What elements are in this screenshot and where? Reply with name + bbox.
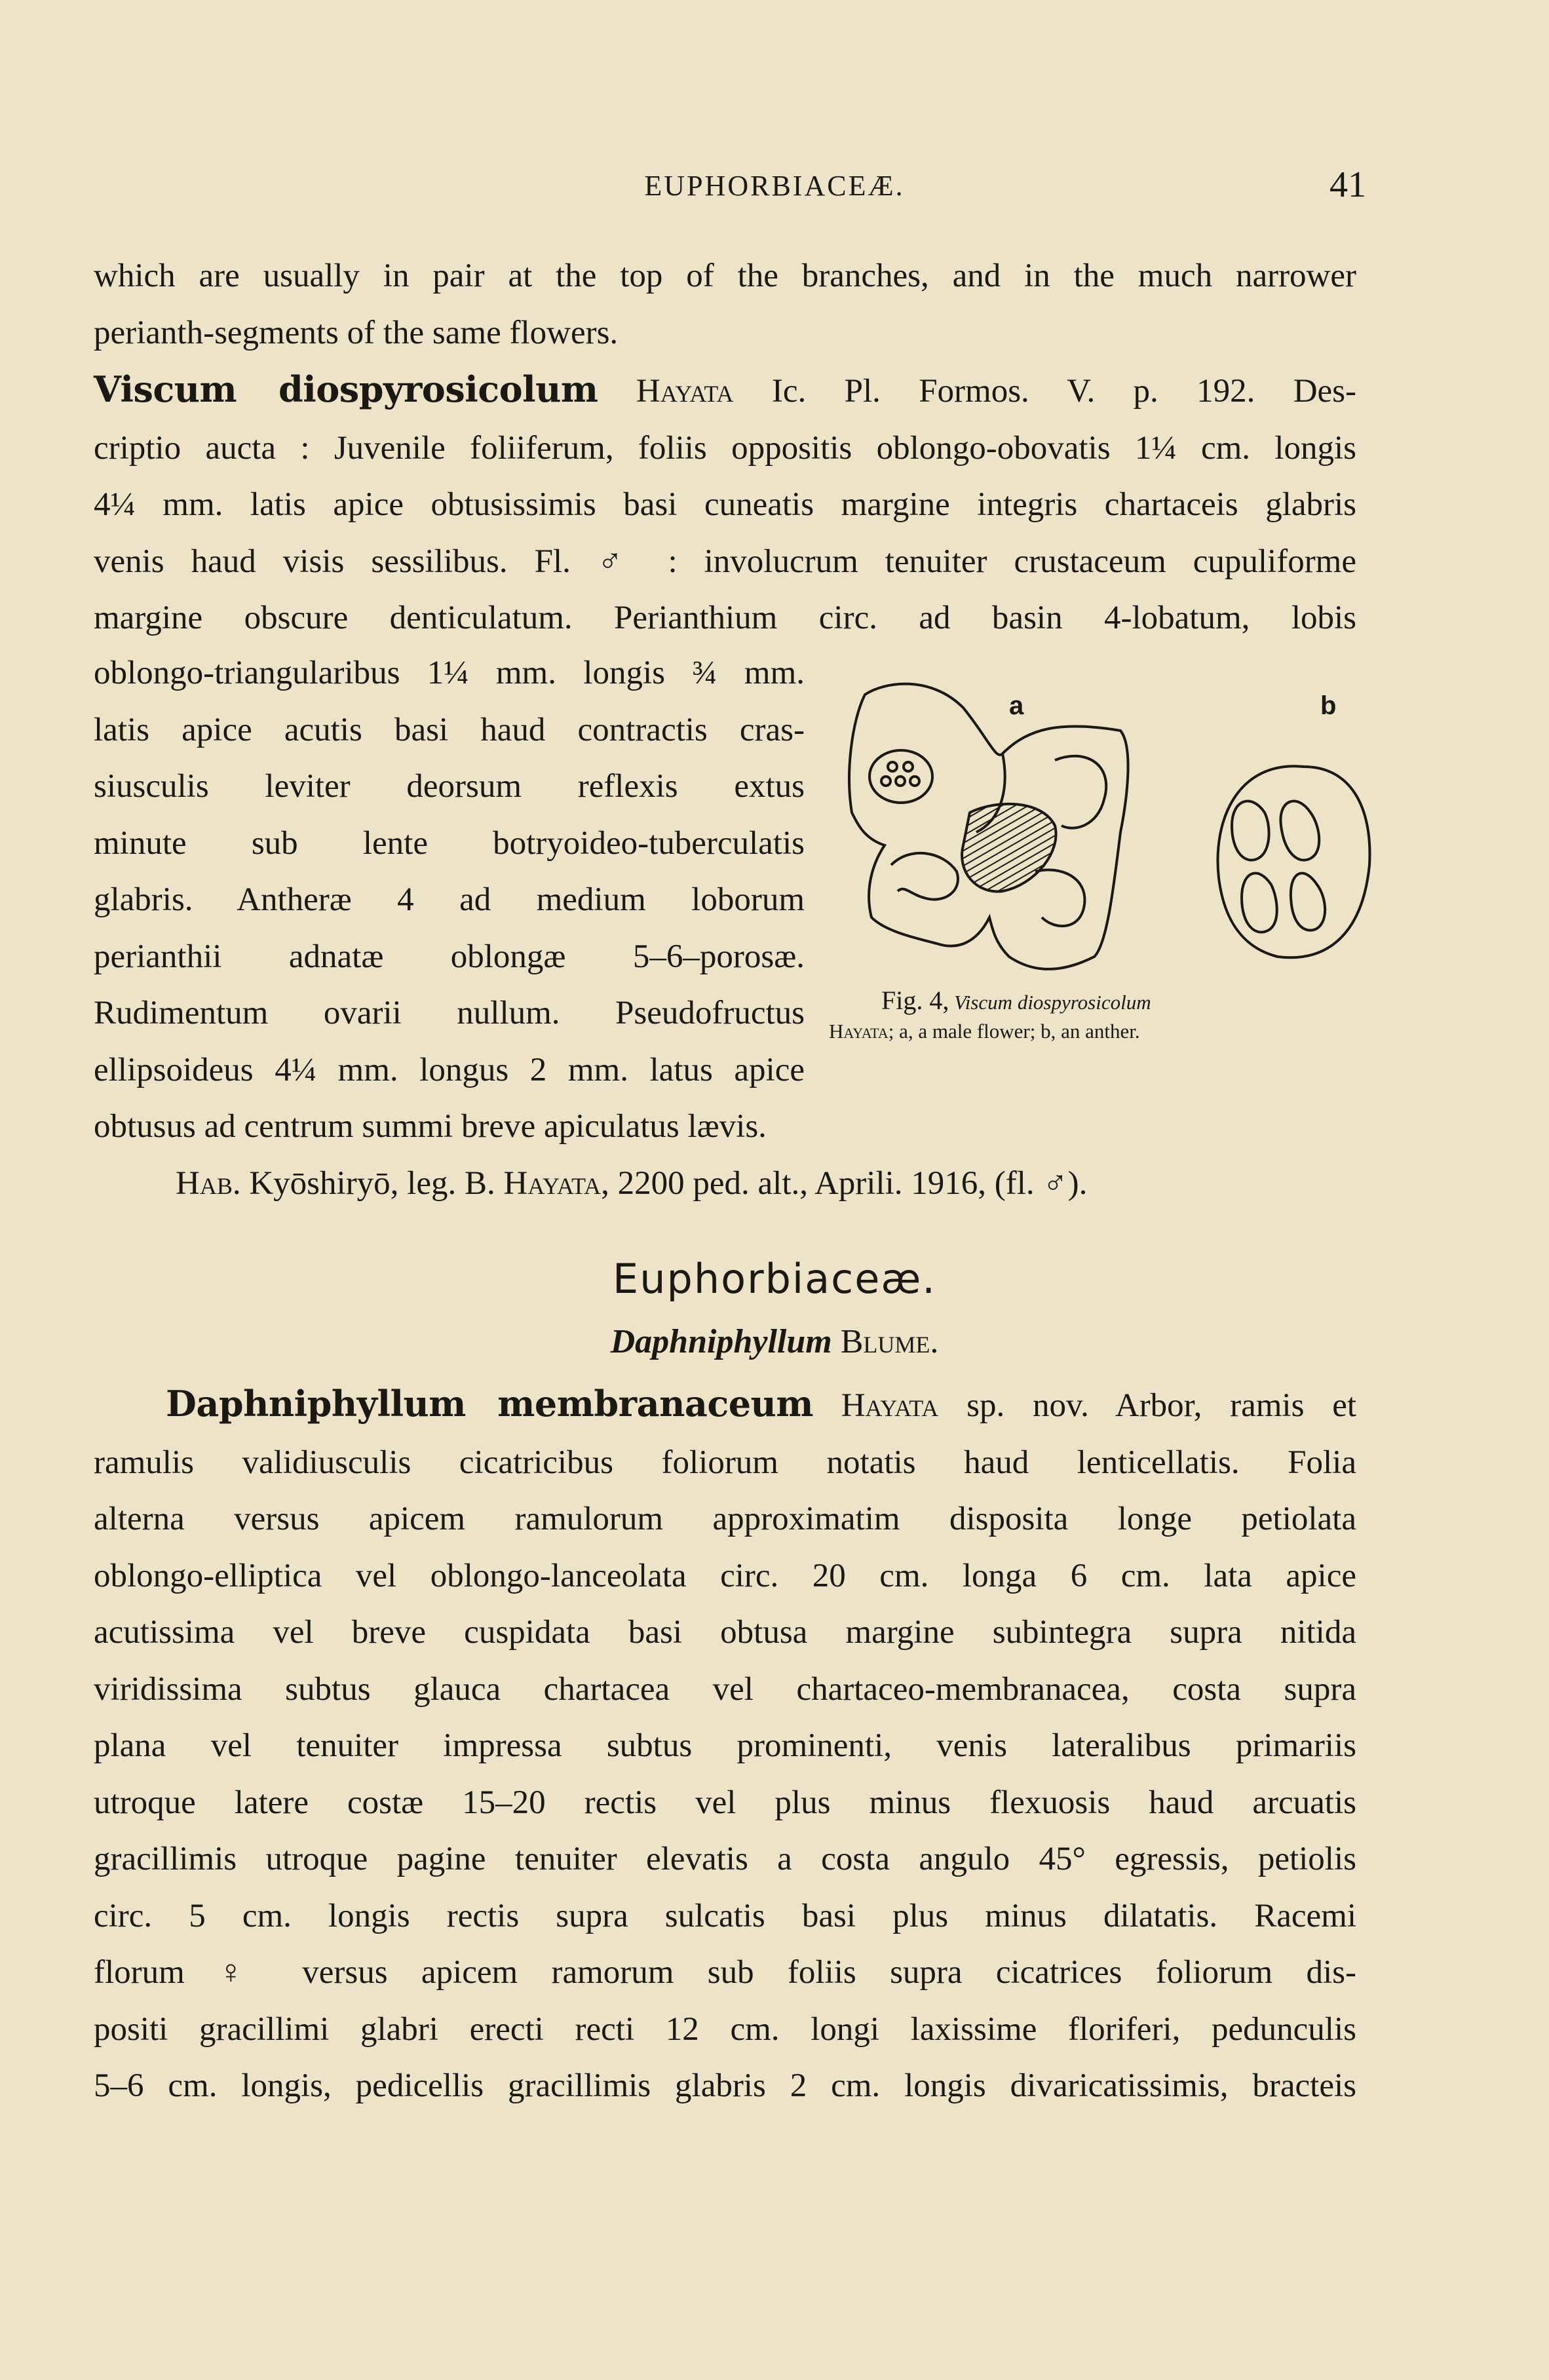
daphniphyllum-paragraph xyxy=(94,1375,1356,2115)
text-line: criptio aucta : Juvenile foliiferum, foliis oppositis oblongo-obovatis 1¼ cm. longis xyxy=(94,429,1356,467)
text-line: gracillimis utroque pagine tenuiter elevatis a costa angulo 45° egressis, petiolis xyxy=(94,1841,1356,1877)
text-line xyxy=(94,361,1356,420)
text-line: Rudimentum ovarii nullum. Pseudofructus xyxy=(94,995,805,1031)
text-line: florum ♀ versus apicem ramorum sub foliis supra cicatrices foliorum dis- xyxy=(94,1954,1356,1991)
text-line: oblongo-elliptica vel oblongo-lanceolata circ. 20 cm. longa 6 cm. lata apice xyxy=(94,1557,1356,1594)
caption-rest: ; a, a male flower; b, an anther. xyxy=(888,1020,1140,1043)
species-name: Daphniphyllum membranaceum xyxy=(166,1383,813,1425)
text-line: siusculis leviter deorsum reflexis extus xyxy=(94,768,805,805)
text-line: obtusus ad centrum summi breve apiculatus lævis. xyxy=(94,1108,767,1145)
text-line: plana vel tenuiter impressa subtus prominenti, venis lateralibus primariis xyxy=(94,1727,1356,1764)
text-line: alterna versus apicem ramulorum approximatim disposita longe petiolata xyxy=(94,1501,1356,1537)
text-line: circ. 5 cm. longis rectis supra sulcatis basi plus minus dilatatis. Racemi xyxy=(94,1897,1356,1934)
text-line: positi gracillimi glabri erecti recti 12 cm. longi laxissime floriferi, pedunculis xyxy=(94,2010,1356,2048)
running-title: EUPHORBIACEÆ. xyxy=(644,170,905,202)
text-line: acutissima vel breve cuspidata basi obtusa margine subintegra supra nitida xyxy=(94,1614,1356,1651)
family-heading: Euphorbiaceæ. xyxy=(613,1255,936,1303)
figure-label-b: b xyxy=(1320,691,1337,720)
text-line: 5–6 cm. longis, pedicellis gracillimis glabris 2 cm. longis divaricatissimis, bracteis xyxy=(94,2067,1356,2104)
text-line: ramulis validiusculis cicatricibus foliorum notatis haud lenticellatis. Folia xyxy=(94,1444,1356,1481)
species-name: Viscum diospyrosicolum xyxy=(94,368,598,410)
caption-species: Viscum diospyrosicolum xyxy=(954,991,1151,1014)
text-line: oblongo-triangularibus 1¼ mm. longis ¾ mm. xyxy=(94,655,805,691)
text-line: perianthii adnatæ oblongæ 5–6–porosæ. xyxy=(94,938,805,975)
figure-drawing xyxy=(845,668,1383,1009)
genus-heading xyxy=(0,1322,1549,1361)
text-line: Daphniphyllum membranaceum Hayata sp. nov. Arbor, ramis et xyxy=(166,1383,1356,1425)
intro-paragraph xyxy=(94,248,1356,361)
page-number: 41 xyxy=(1329,164,1366,205)
text-line: venis haud visis sessilibus. Fl. ♂ : involucrum tenuiter crustaceum cupuliforme xyxy=(94,543,1356,580)
figure-caption xyxy=(829,986,1360,1046)
text-line: latis apice acutis basi haud contractis cras- xyxy=(94,711,805,748)
text-line: minute sub lente botryoideo-tuberculatis xyxy=(94,824,805,862)
text-line: margine obscure denticulatum. Perianthium circ. ad basin 4-lobatum, lobis xyxy=(94,600,1356,636)
habitat-label: Hab. xyxy=(176,1164,241,1202)
caption-fig: Fig. 4, xyxy=(881,986,949,1015)
figure-label-a: a xyxy=(1009,691,1024,720)
figure-4 xyxy=(845,668,1383,1009)
text-line: utroque latere costæ 15–20 rectis vel plus minus flexuosis haud arcuatis xyxy=(94,1784,1356,1821)
viscum-narrow-column xyxy=(94,645,805,1098)
genus-name: Daphniphyllum xyxy=(610,1323,832,1360)
flower-lobe xyxy=(1035,870,1084,926)
text-line: which are usually in pair at the top of the branches, and in the much narrower xyxy=(94,258,1356,294)
text-line: 4¼ mm. latis apice obtusissimis basi cuneatis margine integris chartaceis glabris xyxy=(94,486,1356,523)
viscum-ending xyxy=(94,1098,1356,1212)
species-author: Hayata xyxy=(636,373,734,410)
species-author: Hayata xyxy=(841,1387,939,1424)
text-line: viridissima subtus glauca chartacea vel chartaceo-membranacea, costa supra xyxy=(94,1670,1356,1708)
flower-lobe xyxy=(891,853,958,900)
anther-outline xyxy=(1218,766,1370,957)
habitat-line: Hab. Kyōshiryō, leg. B. Hayata, 2200 ped. alt., Aprili. 1916, (fl. ♂). xyxy=(176,1164,1088,1202)
text-line: glabris. Antheræ 4 ad medium loborum xyxy=(94,881,805,918)
involucrum-hatched xyxy=(962,804,1056,892)
genus-author: Blume. xyxy=(840,1323,939,1360)
flower-lobe xyxy=(1055,756,1106,828)
caption-author: Hayata xyxy=(829,1020,889,1043)
citation: Ic. Pl. Formos. V. p. 192. Des- xyxy=(733,373,1357,410)
text-line: ellipsoideus 4¼ mm. longus 2 mm. latus apice xyxy=(94,1051,805,1088)
viscum-paragraph xyxy=(94,361,1356,647)
text-line: perianth-segments of the same flowers. xyxy=(94,314,619,351)
